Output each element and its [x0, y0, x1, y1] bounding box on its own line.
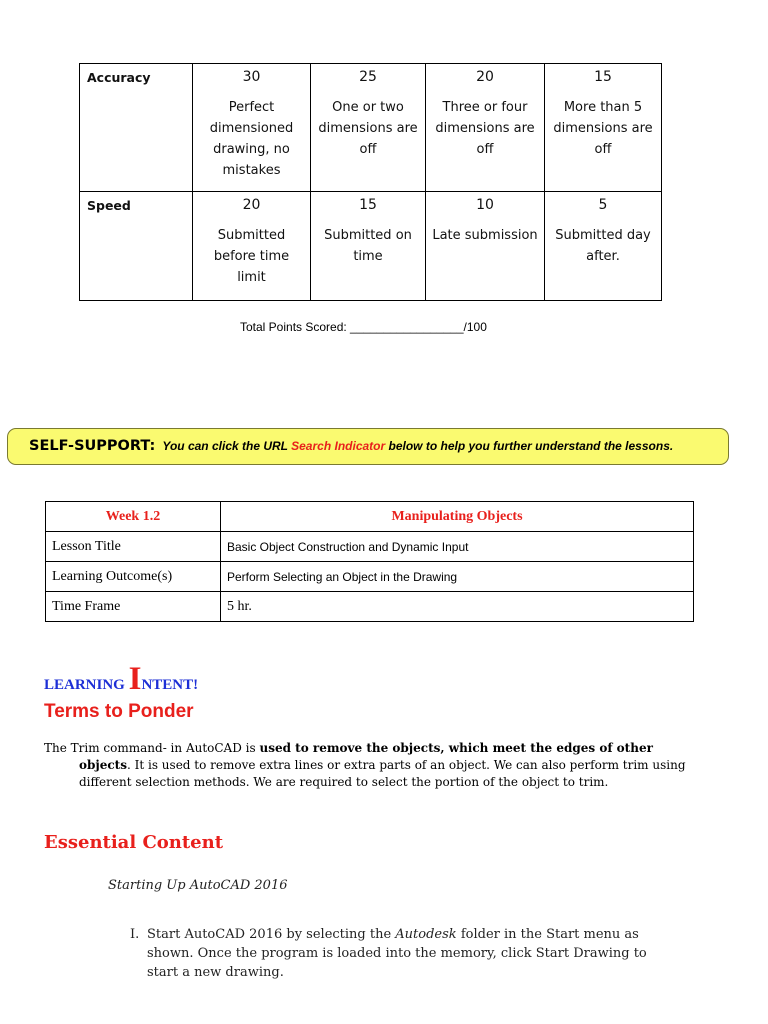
lesson-info-table	[45, 501, 694, 622]
score-description: Three or four dimensions are off	[435, 100, 535, 157]
score-description: Late submission	[432, 228, 538, 243]
search-indicator-link[interactable]: Search Indicator	[291, 439, 386, 453]
lesson-header-row	[46, 502, 694, 532]
essential-content-heading: Essential Content	[44, 832, 224, 853]
time-frame-value: 5 hr.	[221, 592, 694, 622]
row-label: Lesson Title	[46, 532, 221, 562]
step-number: I.	[130, 927, 140, 942]
banner-text-before: You can click the URL	[162, 439, 288, 453]
rubric-cell	[426, 192, 545, 301]
step-1	[130, 925, 650, 982]
learning-outcome-value: Perform Selecting an Object in the Drawing	[221, 562, 694, 592]
banner-text	[29, 438, 673, 454]
learning-intent-heading	[44, 663, 198, 696]
score: 15	[594, 69, 612, 85]
criterion-accuracy: Accuracy	[80, 64, 193, 192]
lesson-topic: Manipulating Objects	[221, 502, 694, 532]
score-description: Submitted before time limit	[213, 228, 290, 285]
lesson-row	[46, 592, 694, 622]
score: 15	[359, 197, 377, 213]
score: 10	[476, 197, 494, 213]
lesson-title-value: Basic Object Construction and Dynamic Input	[221, 532, 694, 562]
rubric-table	[79, 63, 662, 301]
score: 30	[242, 69, 261, 85]
rubric-row-speed	[80, 192, 662, 301]
terms-to-ponder-heading: Terms to Ponder	[44, 701, 194, 722]
row-label: Learning Outcome(s)	[46, 562, 221, 592]
score: 5	[598, 197, 608, 213]
score-description: Submitted day after.	[555, 228, 651, 264]
row-label: Time Frame	[46, 592, 221, 622]
score-description: Perfect dimensioned drawing, no mistakes	[209, 100, 294, 178]
score: 20	[242, 197, 261, 213]
banner-text-after: below to help you further understand the lessons.	[388, 439, 674, 453]
rubric-cell	[545, 192, 662, 301]
rubric-cell	[545, 64, 662, 192]
intent-part1: LEARNING	[44, 677, 129, 693]
score: 25	[359, 69, 377, 85]
rubric-cell	[193, 64, 311, 192]
rubric-cell	[426, 64, 545, 192]
score-description: More than 5 dimensions are off	[553, 100, 653, 157]
score-description: One or two dimensions are off	[318, 100, 418, 157]
rubric-row-accuracy	[80, 64, 662, 192]
intent-drop-cap: I	[128, 661, 142, 697]
lesson-row	[46, 562, 694, 592]
step-text-autodesk: Autodesk	[395, 927, 457, 942]
total-points-line: Total Points Scored: _________________/100	[240, 320, 487, 334]
banner-lead: SELF-SUPPORT:	[29, 438, 156, 454]
rubric-cell	[311, 192, 426, 301]
starting-up-subheading: Starting Up AutoCAD 2016	[108, 878, 288, 893]
trim-text-before: The Trim command- in AutoCAD is	[44, 741, 260, 755]
intent-part2: NTENT!	[141, 677, 199, 693]
trim-paragraph	[44, 740, 690, 791]
self-support-banner	[7, 428, 729, 465]
step-text-c: folder in the Start menu as shown. Once the program is loaded into the memory, click Start Drawing to start a new drawing.	[147, 927, 647, 980]
step-text-a: Start AutoCAD 2016 by selecting the	[147, 927, 396, 942]
lesson-row	[46, 532, 694, 562]
criterion-speed: Speed	[80, 192, 193, 301]
score: 20	[476, 69, 494, 85]
rubric-cell	[193, 192, 311, 301]
trim-text-after: . It is used to remove extra lines or extra parts of an object. We can also perform trim using different selection methods. We are required to select the portion of the object to trim.	[79, 758, 686, 789]
rubric-cell	[311, 64, 426, 192]
score-description: Submitted on time	[324, 228, 412, 264]
week-label: Week 1.2	[46, 502, 221, 532]
trim-text-bold: used to remove the objects, which meet the edges of other objects	[79, 741, 653, 772]
